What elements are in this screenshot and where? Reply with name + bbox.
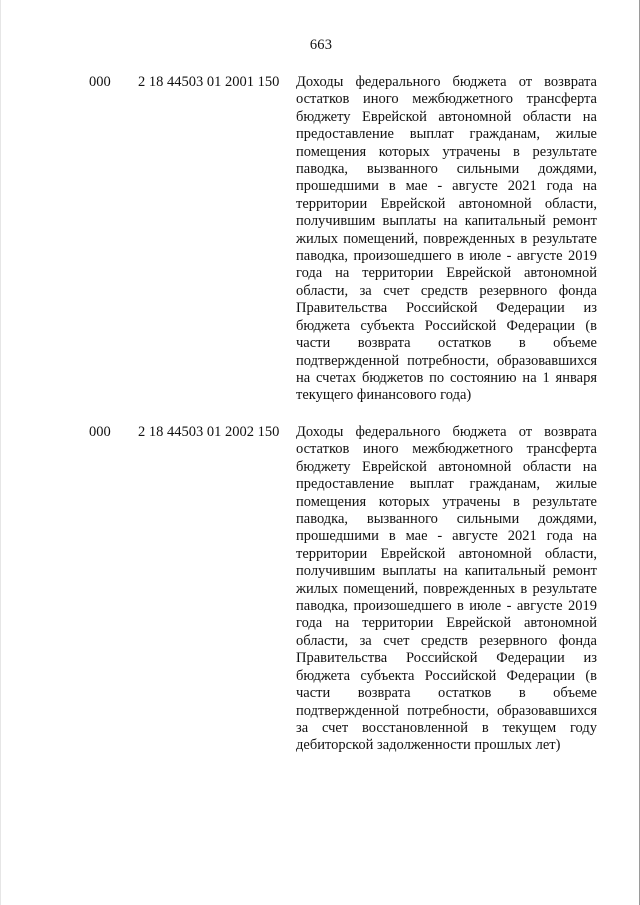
income-description: Доходы федерального бюджета от возврата остатков иного межбюджетного трансферта бюджету Еврейской автономной области на предоставление выплат гражданам, жилые помещения которых утрачены в результате паводка, вызванного сильными дождями, прошедшими в мае - августе 2021 года на территории Еврейской автономной области, получившим выплаты на капитальный ремонт жилых помещений, поврежденных в результате паводка, произошедшего в июле - августе 2019 года на территории Еврейской автономной области, за счет средств резервного фонда Правительства Российской Федерации из бюджета субъекта Российской Федерации (в части возврата остатков в объеме подтвержденной потребности, образовавшихся на счетах бюджетов по состоянию на 1 января текущего финансового года) — [296, 74, 597, 404]
budget-classification-code: 2 18 44503 01 2001 150 — [138, 74, 280, 90]
administrator-code: 000 — [89, 424, 111, 440]
administrator-code: 000 — [89, 74, 111, 90]
page-number: 663 — [309, 37, 333, 53]
income-description: Доходы федерального бюджета от возврата остатков иного межбюджетного трансферта бюджету Еврейской автономной области на предоставление выплат гражданам, жилые помещения которых утрачены в результате паводка, вызванного сильными дождями, прошедшими в мае - августе 2021 года на территории Еврейской автономной области, получившим выплаты на капитальный ремонт жилых помещений, поврежденных в результате паводка, произошедшего в июле - августе 2019 года на территории Еврейской автономной области, за счет средств резервного фонда Правительства Российской Федерации из бюджета субъекта Российской Федерации (в части возврата остатков в объеме подтвержденной потребности, образовавшихся за счет восстановленной в текущем году дебиторской задолженности прошлых лет) — [296, 424, 597, 754]
budget-classification-code: 2 18 44503 01 2002 150 — [138, 424, 280, 440]
